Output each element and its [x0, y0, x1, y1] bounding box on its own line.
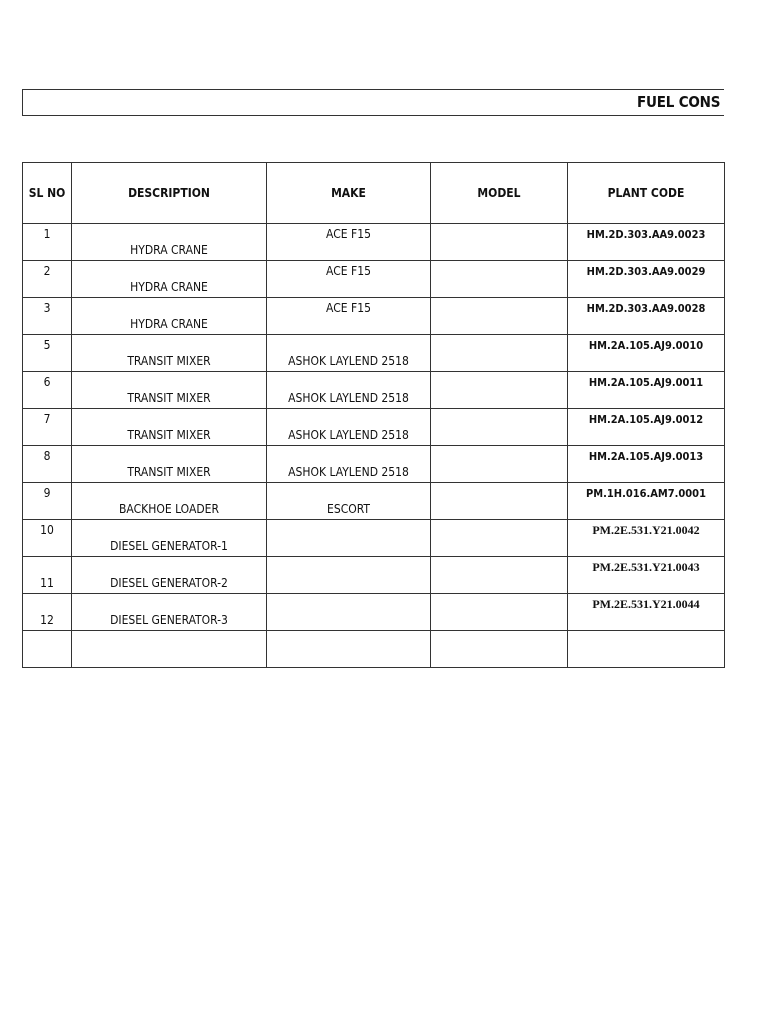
cell-make [267, 372, 431, 409]
cell-description [72, 298, 267, 335]
cell-sl-no [23, 557, 72, 594]
plant-code-text: HM.2A.105.AJ9.0010 [588, 339, 704, 352]
plant-code-text: PM.2E.531.Y21.0043 [592, 560, 700, 574]
col-header-make: MAKE [267, 163, 431, 224]
cell-plant-code [568, 298, 725, 335]
cell-model [431, 224, 568, 261]
cell-make [267, 631, 431, 668]
cell-model [431, 409, 568, 446]
cell-plant-code [568, 372, 725, 409]
description-text: HYDRA CRANE [130, 243, 208, 257]
header-row [23, 163, 725, 224]
make-text: ASHOK LAYLEND 2518 [288, 354, 409, 368]
plant-code-text: HM.2A.105.AJ9.0013 [588, 450, 704, 463]
cell-make [267, 520, 431, 557]
cell-description [72, 520, 267, 557]
sl-no-text: 2 [43, 264, 51, 278]
cell-model [431, 261, 568, 298]
description-text: HYDRA CRANE [130, 280, 208, 294]
sl-no-text: 9 [43, 486, 51, 500]
sl-no-text: 1 [43, 227, 51, 241]
cell-description [72, 261, 267, 298]
table-row [23, 409, 725, 446]
plant-code-text: PM.2E.531.Y21.0044 [592, 597, 700, 611]
cell-description [72, 409, 267, 446]
cell-sl-no [23, 409, 72, 446]
make-text: ESCORT [327, 502, 370, 516]
cell-plant-code [568, 261, 725, 298]
plant-code-text: HM.2A.105.AJ9.0012 [588, 413, 704, 426]
description-text: HYDRA CRANE [130, 317, 208, 331]
cell-sl-no [23, 594, 72, 631]
make-text: ACE F15 [326, 264, 371, 278]
make-text: ASHOK LAYLEND 2518 [288, 465, 409, 479]
cell-model [431, 557, 568, 594]
make-text: ACE F15 [326, 227, 371, 241]
cell-model [431, 335, 568, 372]
col-header-model: MODEL [431, 163, 568, 224]
table-row [23, 631, 725, 668]
cell-model [431, 594, 568, 631]
table-row [23, 446, 725, 483]
cell-description [72, 631, 267, 668]
cell-plant-code [568, 520, 725, 557]
cell-plant-code [568, 446, 725, 483]
sl-no-text: 12 [40, 613, 54, 627]
sl-no-text: 10 [40, 523, 54, 537]
cell-description [72, 557, 267, 594]
cell-sl-no [23, 335, 72, 372]
cell-make [267, 224, 431, 261]
plant-code-text: HM.2D.303.AA9.0029 [586, 265, 706, 278]
cell-model [431, 483, 568, 520]
table-row [23, 557, 725, 594]
cell-description [72, 372, 267, 409]
description-text: DIESEL GENERATOR-3 [110, 613, 228, 627]
cell-make [267, 594, 431, 631]
table-row [23, 372, 725, 409]
cell-plant-code [568, 557, 725, 594]
cell-make [267, 261, 431, 298]
cell-sl-no [23, 446, 72, 483]
table-row [23, 261, 725, 298]
cell-sl-no [23, 483, 72, 520]
description-text: DIESEL GENERATOR-2 [110, 576, 228, 590]
cell-make [267, 409, 431, 446]
table-row [23, 224, 725, 261]
plant-code-text: HM.2D.303.AA9.0023 [586, 228, 706, 241]
description-text: TRANSIT MIXER [127, 428, 211, 442]
plant-code-text: HM.2D.303.AA9.0028 [586, 302, 706, 315]
plant-code-text: PM.2E.531.Y21.0042 [592, 523, 700, 537]
cell-description [72, 224, 267, 261]
table-body [23, 224, 725, 668]
cell-make [267, 335, 431, 372]
sl-no-text: 8 [43, 449, 51, 463]
plant-code-text: PM.1H.016.AM7.0001 [586, 487, 706, 500]
cell-plant-code [568, 594, 725, 631]
table-row [23, 298, 725, 335]
cell-sl-no [23, 372, 72, 409]
cell-sl-no [23, 261, 72, 298]
cell-model [431, 446, 568, 483]
table-row [23, 594, 725, 631]
cell-plant-code [568, 483, 725, 520]
cell-sl-no [23, 520, 72, 557]
cell-plant-code [568, 409, 725, 446]
cell-make [267, 557, 431, 594]
description-text: TRANSIT MIXER [127, 391, 211, 405]
cell-description [72, 335, 267, 372]
make-text: ASHOK LAYLEND 2518 [288, 428, 409, 442]
cell-model [431, 631, 568, 668]
plant-code-text: HM.2A.105.AJ9.0011 [588, 376, 704, 389]
col-header-description: DESCRIPTION [72, 163, 267, 224]
cell-model [431, 372, 568, 409]
cell-plant-code [568, 224, 725, 261]
table-row [23, 335, 725, 372]
table-row [23, 520, 725, 557]
description-text: DIESEL GENERATOR-1 [110, 539, 228, 553]
cell-model [431, 520, 568, 557]
cell-description [72, 446, 267, 483]
sl-no-text: 7 [43, 412, 51, 426]
cell-sl-no [23, 298, 72, 335]
cell-model [431, 298, 568, 335]
cell-make [267, 483, 431, 520]
col-header-plant-code: PLANT CODE [568, 163, 725, 224]
description-text: BACKHOE LOADER [119, 502, 219, 516]
cell-sl-no [23, 224, 72, 261]
cell-make [267, 446, 431, 483]
make-text: ACE F15 [326, 301, 371, 315]
cell-description [72, 483, 267, 520]
table-row [23, 483, 725, 520]
sl-no-text: 11 [40, 576, 54, 590]
equipment-table [22, 162, 725, 668]
cell-sl-no [23, 631, 72, 668]
cell-plant-code [568, 631, 725, 668]
sl-no-text: 3 [43, 301, 51, 315]
col-header-sl-no: SL NO [23, 163, 72, 224]
cell-plant-code [568, 335, 725, 372]
make-text: ASHOK LAYLEND 2518 [288, 391, 409, 405]
sl-no-text: 5 [43, 338, 51, 352]
description-text: TRANSIT MIXER [127, 354, 211, 368]
sheet-title: FUEL CONS [637, 93, 721, 111]
cell-description [72, 594, 267, 631]
description-text: TRANSIT MIXER [127, 465, 211, 479]
title-bar [22, 89, 724, 116]
cell-make [267, 298, 431, 335]
sl-no-text: 6 [43, 375, 51, 389]
